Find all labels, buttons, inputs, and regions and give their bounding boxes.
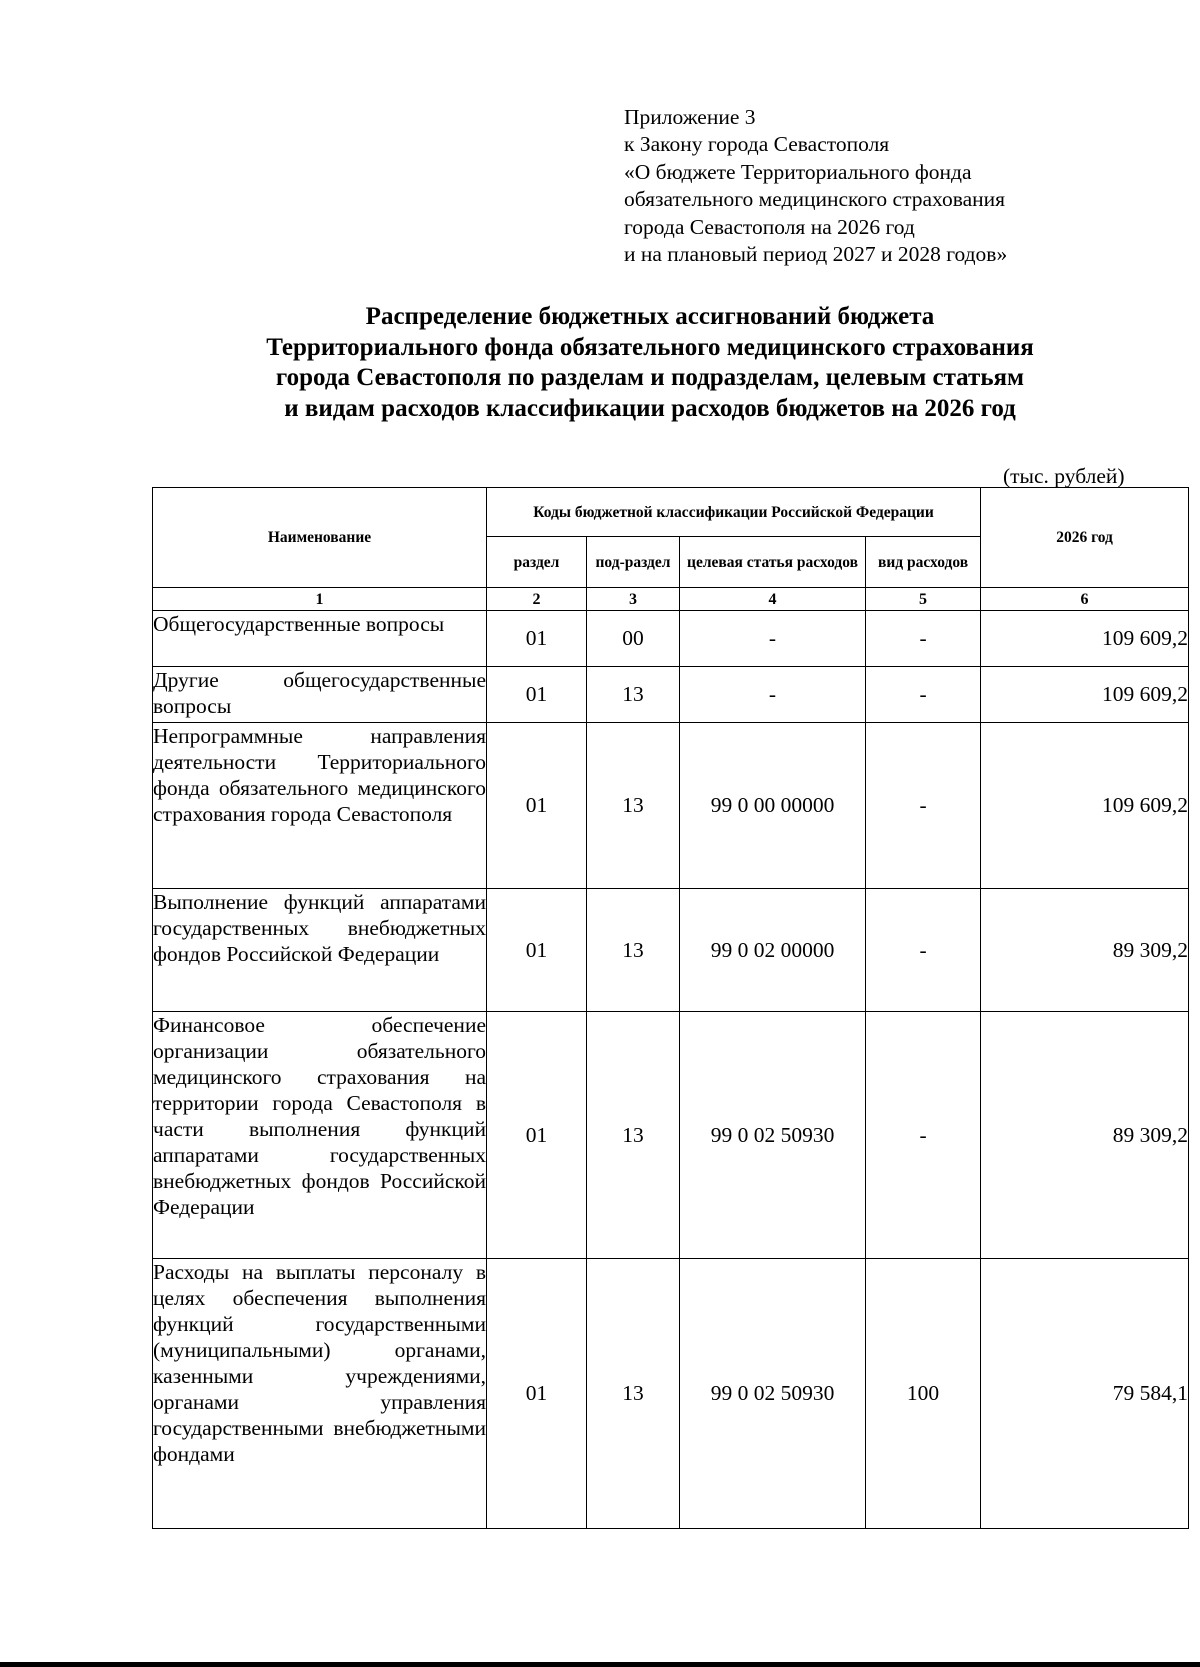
column-number: 6 [981,588,1189,611]
row-amount: 89 309,2 [981,1012,1189,1259]
row-section: 01 [487,1012,587,1259]
appendix-line: Приложение 3 [624,105,756,129]
title-line: и видам расходов классификации расходов бюджетов на 2026 год [284,394,1016,422]
row-name: Общегосударственные вопросы [153,611,487,667]
row-type: - [866,723,981,889]
row-target: - [680,667,866,723]
row-name: Выполнение функций аппаратами государственных внебюджетных фондов Российской Федерации [153,889,487,1012]
appendix-header [624,104,1007,268]
appendix-line: города Севастополя на 2026 год [624,214,915,239]
document-title [150,302,1150,424]
units-label: (тыс. рублей) [1003,464,1125,488]
row-subsection: 13 [587,723,680,889]
header-year: 2026 год [981,488,1189,588]
row-name: Непрограммные направления деятельности Территориального фонда обязательного медицинского страхования города Севастополя [153,723,487,889]
appendix-line: к Закону города Севастополя [624,132,890,157]
header-codes: Коды бюджетной классификации Российской Федерации [487,488,981,537]
table-row [153,723,1189,889]
row-amount: 89 309,2 [981,889,1189,1012]
row-target: 99 0 02 00000 [680,889,866,1012]
row-amount: 109 609,2 [981,723,1189,889]
title-line: Территориального фонда обязательного медицинского страхования [266,333,1034,361]
table-row [153,611,1189,667]
table-row [153,1012,1189,1259]
row-subsection: 13 [587,1012,680,1259]
column-number: 4 [680,588,866,611]
row-type: - [866,1012,981,1259]
column-number: 1 [153,588,487,611]
row-subsection: 13 [587,1259,680,1529]
row-target: 99 0 02 50930 [680,1012,866,1259]
header-name: Наименование [153,488,487,588]
row-type: 100 [866,1259,981,1529]
row-type: - [866,889,981,1012]
row-name: Расходы на выплаты персоналу в целях обеспечения выполнения функций государственными (муниципальными) органами, казенными учреждениями, органами управления государственными внебюджетными фондами [153,1259,487,1529]
table-row [153,667,1189,723]
column-number: 5 [866,588,981,611]
row-name: Финансовое обеспечение организации обязательного медицинского страхования на территории города Севастополя в части выполнения функций аппаратами государственных внебюджетных фондов Российской Федерации [153,1012,487,1259]
row-section: 01 [487,667,587,723]
row-amount: 79 584,1 [981,1259,1189,1529]
title-line: города Севастополя по разделам и подразделам, целевым статьям [275,364,1025,391]
row-section: 01 [487,723,587,889]
row-subsection: 13 [587,667,680,723]
row-target: 99 0 02 50930 [680,1259,866,1529]
row-section: 01 [487,1259,587,1529]
row-type: - [866,611,981,667]
row-type: - [866,667,981,723]
appendix-line: «О бюджете Территориального фонда [624,159,972,184]
column-number: 2 [487,588,587,611]
row-amount: 109 609,2 [981,667,1189,723]
header-target: целевая статья расходов [680,537,866,588]
row-section: 01 [487,889,587,1012]
table-row [153,1259,1189,1529]
title-line: Распределение бюджетных ассигнований бюджета [365,303,935,330]
header-subsection: под-раздел [587,537,680,588]
appendix-line: и на плановый период 2027 и 2028 годов» [624,242,1008,267]
column-number: 3 [587,588,680,611]
header-type: вид расходов [866,537,981,588]
header-section: раздел [487,537,587,588]
row-target: 99 0 00 00000 [680,723,866,889]
row-subsection: 13 [587,889,680,1012]
row-target: - [680,611,866,667]
row-amount: 109 609,2 [981,611,1189,667]
page-bottom-edge [0,1662,1200,1667]
row-section: 01 [487,611,587,667]
appendix-line: обязательного медицинского страхования [624,187,1006,212]
table-row [153,889,1189,1012]
row-subsection: 00 [587,611,680,667]
row-name: Другие общегосударственные вопросы [153,667,487,723]
budget-table [152,487,1189,1529]
